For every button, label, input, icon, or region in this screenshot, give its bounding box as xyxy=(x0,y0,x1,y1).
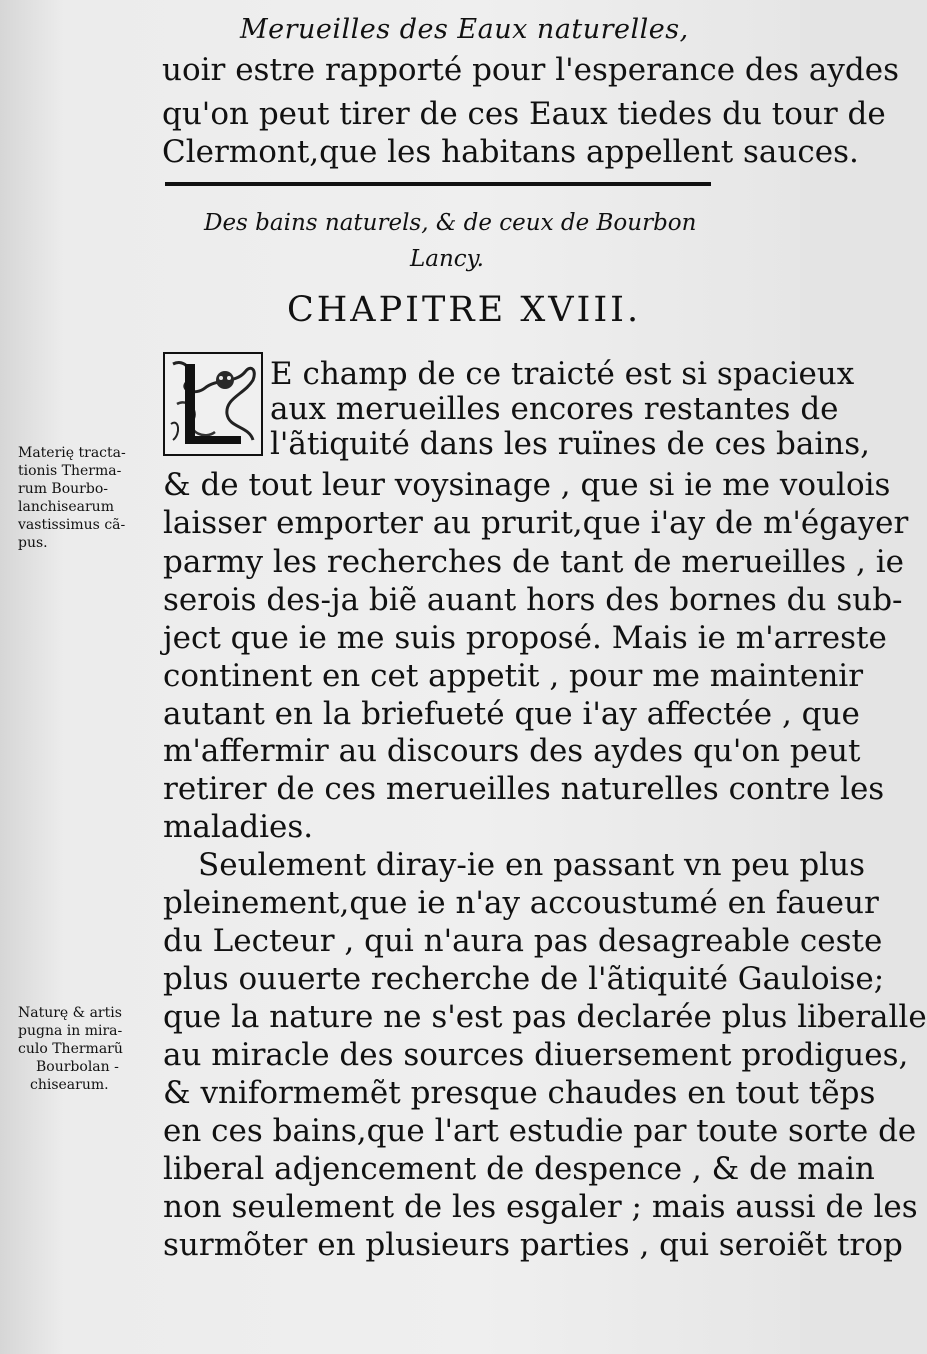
body-line: ject que ie me suis proposé. Mais ie m'arreste xyxy=(163,620,887,656)
body-line: aux merueilles encores restantes de xyxy=(270,391,839,427)
section-divider xyxy=(165,182,711,186)
margin-note-line: pus. xyxy=(18,535,48,551)
body-line: l'ãtiquité dans les ruïnes de ces bains, xyxy=(270,426,871,462)
body-line: non seulement de les esgaler ; mais aussi de les xyxy=(163,1189,918,1225)
body-line: maladies. xyxy=(163,809,314,845)
body-line: Seulement diray-ie en passant vn peu plus xyxy=(198,847,866,883)
section-title-line2: Lancy. xyxy=(410,246,484,272)
margin-note-line: rum Bourbo- xyxy=(18,481,108,497)
chapter-heading: CHAPITRE XVIII. xyxy=(287,290,642,330)
margin-note-line: lanchisearum xyxy=(18,499,114,515)
body-line: surmõter en plusieurs parties , qui seroiẽt trop xyxy=(163,1227,903,1263)
body-line: que la nature ne s'est pas declarée plus liberalle xyxy=(163,999,927,1035)
margin-note-2 xyxy=(18,1004,158,1094)
body-line: du Lecteur , qui n'aura pas desagreable ceste xyxy=(163,923,883,959)
body-line: m'affermir au discours des aydes qu'on peut xyxy=(163,733,861,769)
margin-note-line: chisearum. xyxy=(30,1077,109,1093)
intro-line: qu'on peut tirer de ces Eaux tiedes du tour de xyxy=(162,96,886,132)
intro-line: uoir estre rapporté pour l'esperance des aydes xyxy=(162,52,899,88)
intro-line: Clermont,que les habitans appellent sauces. xyxy=(162,134,859,170)
running-head: Merueilles des Eaux naturelles, xyxy=(240,14,689,45)
body-line: & vniformemẽt presque chaudes en tout tẽps xyxy=(163,1075,876,1111)
body-line: pleinement,que ie n'ay accoustumé en faueur xyxy=(163,885,879,921)
margin-note-1 xyxy=(18,444,158,552)
margin-note-line: Naturę & artis xyxy=(18,1005,122,1021)
margin-note-line: tionis Therma- xyxy=(18,463,122,479)
body-line: serois des-ja biẽ auant hors des bornes du sub- xyxy=(163,582,903,618)
body-line: laisser emporter au prurit,que i'ay de m'égayer xyxy=(163,505,909,541)
body-line: plus ouuerte recherche de l'ãtiquité Gauloise; xyxy=(163,961,885,997)
margin-note-line: pugna in mira- xyxy=(18,1023,123,1039)
section-title-line1: Des bains naturels, & de ceux de Bourbon xyxy=(204,210,697,236)
margin-note-line: culo Thermarũ xyxy=(18,1041,123,1057)
body-line: continent en cet appetit , pour me maintenir xyxy=(163,658,864,694)
body-line: parmy les recherches de tant de merueilles , ie xyxy=(163,544,905,580)
decorated-initial-L xyxy=(163,352,263,456)
body-line: autant en la briefueté que i'ay affectée , que xyxy=(163,696,860,732)
body-line: liberal adjencement de despence , & de main xyxy=(163,1151,875,1187)
body-line: en ces bains,que l'art estudie par toute sorte de xyxy=(163,1113,917,1149)
margin-note-line: Bourbolan - xyxy=(36,1059,119,1075)
margin-note-line: vastissimus cã- xyxy=(18,517,126,533)
body-line: retirer de ces merueilles naturelles contre les xyxy=(163,771,885,807)
margin-note-line: Materię tracta- xyxy=(18,445,126,461)
body-line: & de tout leur voysinage , que si ie me voulois xyxy=(163,467,891,503)
body-line: au miracle des sources diuersement prodigues, xyxy=(163,1037,909,1073)
body-line: E champ de ce traicté est si spacieux xyxy=(270,356,855,392)
